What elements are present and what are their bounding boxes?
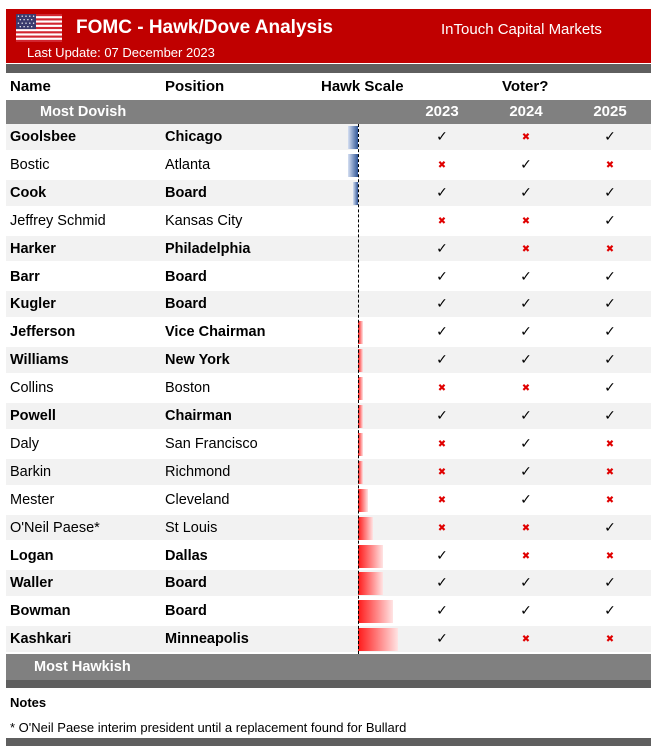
last-update: Last Update: 07 December 2023 xyxy=(27,45,215,60)
notes-text: * O'Neil Paese interim president until a replacement found for Bullard xyxy=(10,720,407,735)
table-row xyxy=(6,319,651,347)
year-header-2024: 2024 xyxy=(509,103,543,120)
table-row xyxy=(6,459,651,487)
notes-heading: Notes xyxy=(10,695,47,710)
table-row xyxy=(6,291,651,319)
voter-2024-cross-icon: ✖ xyxy=(521,215,531,227)
member-name: Jeffrey Schmid xyxy=(10,212,106,229)
voter-2023-check-icon: ✓ xyxy=(436,352,448,369)
column-header-hawk-scale: Hawk Scale xyxy=(321,78,404,95)
voter-2023-check-icon: ✓ xyxy=(436,631,448,648)
member-table xyxy=(6,124,651,654)
member-name: Powell xyxy=(10,408,56,424)
hawk-scale-bar-dovish xyxy=(348,154,358,177)
voter-2025-check-icon: ✓ xyxy=(604,408,616,424)
member-position: San Francisco xyxy=(165,435,258,452)
member-name: Mester xyxy=(10,491,55,508)
hawk-scale-bar-hawkish xyxy=(358,600,393,623)
column-header-voter: Voter? xyxy=(502,78,549,95)
voter-2025-check-icon: ✓ xyxy=(604,296,616,313)
voter-2025-check-icon: ✓ xyxy=(604,575,616,592)
voter-2025-check-icon: ✓ xyxy=(604,603,616,620)
hawk-scale-axis xyxy=(358,124,359,654)
member-name: Kashkari xyxy=(10,631,72,648)
member-name: Barr xyxy=(10,268,40,285)
voter-2025-cross-icon: ✖ xyxy=(605,494,615,506)
voter-2023-cross-icon: ✖ xyxy=(437,215,447,227)
table-row xyxy=(6,208,651,236)
member-position: Board xyxy=(165,184,207,201)
voter-2025-check-icon: ✓ xyxy=(604,519,616,536)
voter-2025-cross-icon: ✖ xyxy=(605,438,615,450)
hawk-scale-bar-dovish xyxy=(348,126,358,149)
table-row xyxy=(6,431,651,459)
member-position: Board xyxy=(165,575,207,592)
voter-2025-check-icon: ✓ xyxy=(604,268,616,285)
member-name: Harker xyxy=(10,240,56,257)
member-name: Cook xyxy=(10,184,47,201)
voter-2023-check-icon: ✓ xyxy=(436,184,448,201)
voter-2023-cross-icon: ✖ xyxy=(437,494,447,506)
voter-2025-check-icon: ✓ xyxy=(604,184,616,201)
voter-2023-cross-icon: ✖ xyxy=(437,159,447,171)
bottom-divider xyxy=(6,738,651,746)
voter-2025-check-icon: ✓ xyxy=(604,212,616,229)
most-hawkish-row xyxy=(6,654,651,680)
table-row xyxy=(6,543,651,571)
voter-2024-check-icon: ✓ xyxy=(520,408,532,424)
hawk-scale-bar-hawkish xyxy=(358,517,373,540)
header-banner xyxy=(6,9,651,63)
voter-2024-check-icon: ✓ xyxy=(520,352,532,369)
member-position: Vice Chairman xyxy=(165,324,266,341)
voter-2023-check-icon: ✓ xyxy=(436,603,448,620)
member-name: Kugler xyxy=(10,296,56,313)
hawk-scale-bar-hawkish xyxy=(358,489,368,512)
voter-2025-cross-icon: ✖ xyxy=(605,466,615,478)
member-position: Board xyxy=(165,296,207,313)
member-name: Williams xyxy=(10,352,69,369)
member-position: Atlanta xyxy=(165,156,211,173)
table-row xyxy=(6,124,651,152)
table-row xyxy=(6,598,651,626)
member-position: St Louis xyxy=(165,519,218,536)
member-name: Waller xyxy=(10,575,53,592)
member-name: Bowman xyxy=(10,603,71,620)
voter-2023-cross-icon: ✖ xyxy=(437,383,447,395)
table-row xyxy=(6,264,651,292)
year-header-2023: 2023 xyxy=(425,103,459,120)
voter-2024-check-icon: ✓ xyxy=(520,296,532,313)
member-position: Chairman xyxy=(165,408,232,424)
member-name: Bostic xyxy=(10,156,50,173)
hawk-scale-bar-hawkish xyxy=(358,572,383,595)
voter-2025-check-icon: ✓ xyxy=(604,324,616,341)
member-name: Daly xyxy=(10,435,40,452)
us-flag-icon xyxy=(16,14,62,42)
most-dovish-row xyxy=(6,100,651,124)
page-title: FOMC - Hawk/Dove Analysis xyxy=(76,17,333,38)
footer-divider xyxy=(6,680,651,688)
member-name: Collins xyxy=(10,380,54,397)
member-name: Barkin xyxy=(10,463,52,480)
member-position: Board xyxy=(165,268,207,285)
voter-2024-cross-icon: ✖ xyxy=(521,132,531,143)
voter-2024-check-icon: ✓ xyxy=(520,324,532,341)
hawk-scale-bar-hawkish xyxy=(358,545,383,568)
table-row xyxy=(6,152,651,180)
voter-2025-cross-icon: ✖ xyxy=(605,550,615,562)
member-name: Jefferson xyxy=(10,324,76,341)
voter-2023-check-icon: ✓ xyxy=(436,547,448,564)
voter-2023-check-icon: ✓ xyxy=(436,324,448,341)
member-position: Board xyxy=(165,603,207,620)
table-row xyxy=(6,515,651,543)
member-position: Boston xyxy=(165,380,211,397)
table-row xyxy=(6,375,651,403)
voter-2023-check-icon: ✓ xyxy=(436,240,448,257)
voter-2025-check-icon: ✓ xyxy=(604,380,616,397)
member-name: O'Neil Paese* xyxy=(10,519,100,536)
voter-2023-cross-icon: ✖ xyxy=(437,438,447,450)
voter-2024-cross-icon: ✖ xyxy=(521,383,531,395)
member-position: Dallas xyxy=(165,547,208,564)
voter-2023-check-icon: ✓ xyxy=(436,268,448,285)
member-position: Cleveland xyxy=(165,491,230,508)
member-position: New York xyxy=(165,352,230,369)
voter-2025-cross-icon: ✖ xyxy=(605,243,615,255)
voter-2025-cross-icon: ✖ xyxy=(605,159,615,171)
voter-2023-check-icon: ✓ xyxy=(436,296,448,313)
voter-2024-cross-icon: ✖ xyxy=(521,634,531,646)
voter-2025-check-icon: ✓ xyxy=(604,129,616,145)
member-position: Chicago xyxy=(165,129,223,145)
voter-2023-check-icon: ✓ xyxy=(436,408,448,424)
table-row xyxy=(6,347,651,375)
header-divider xyxy=(6,64,651,73)
voter-2025-check-icon: ✓ xyxy=(604,352,616,369)
voter-2024-check-icon: ✓ xyxy=(520,463,532,480)
voter-2023-cross-icon: ✖ xyxy=(437,466,447,478)
member-name: Logan xyxy=(10,547,54,564)
year-header-2025: 2025 xyxy=(593,103,627,120)
member-name: Goolsbee xyxy=(10,129,77,145)
voter-2025-cross-icon: ✖ xyxy=(605,634,615,646)
column-header-name: Name xyxy=(10,78,51,95)
voter-2023-check-icon: ✓ xyxy=(436,129,448,145)
table-row xyxy=(6,626,651,654)
voter-2024-cross-icon: ✖ xyxy=(521,522,531,534)
member-position: Philadelphia xyxy=(165,240,251,257)
voter-2024-cross-icon: ✖ xyxy=(521,243,531,255)
voter-2024-check-icon: ✓ xyxy=(520,603,532,620)
most-hawkish-label: Most Hawkish xyxy=(34,659,131,675)
column-header-position: Position xyxy=(165,78,225,95)
voter-2024-check-icon: ✓ xyxy=(520,575,532,592)
hawk-scale-bar-hawkish xyxy=(358,628,398,651)
most-dovish-label: Most Dovish xyxy=(40,104,127,120)
member-position: Minneapolis xyxy=(165,631,249,648)
table-row xyxy=(6,236,651,264)
table-row xyxy=(6,403,651,431)
voter-2024-check-icon: ✓ xyxy=(520,184,532,201)
column-header-row xyxy=(0,74,659,100)
voter-2024-check-icon: ✓ xyxy=(520,156,532,173)
voter-2024-check-icon: ✓ xyxy=(520,435,532,452)
brand-name: InTouch Capital Markets xyxy=(441,21,602,38)
voter-2023-check-icon: ✓ xyxy=(436,575,448,592)
voter-2023-cross-icon: ✖ xyxy=(437,522,447,534)
member-position: Kansas City xyxy=(165,212,243,229)
voter-2024-cross-icon: ✖ xyxy=(521,550,531,562)
table-row xyxy=(6,180,651,208)
member-position: Richmond xyxy=(165,463,231,480)
table-row xyxy=(6,487,651,515)
table-row xyxy=(6,570,651,598)
voter-2024-check-icon: ✓ xyxy=(520,268,532,285)
voter-2024-check-icon: ✓ xyxy=(520,491,532,508)
